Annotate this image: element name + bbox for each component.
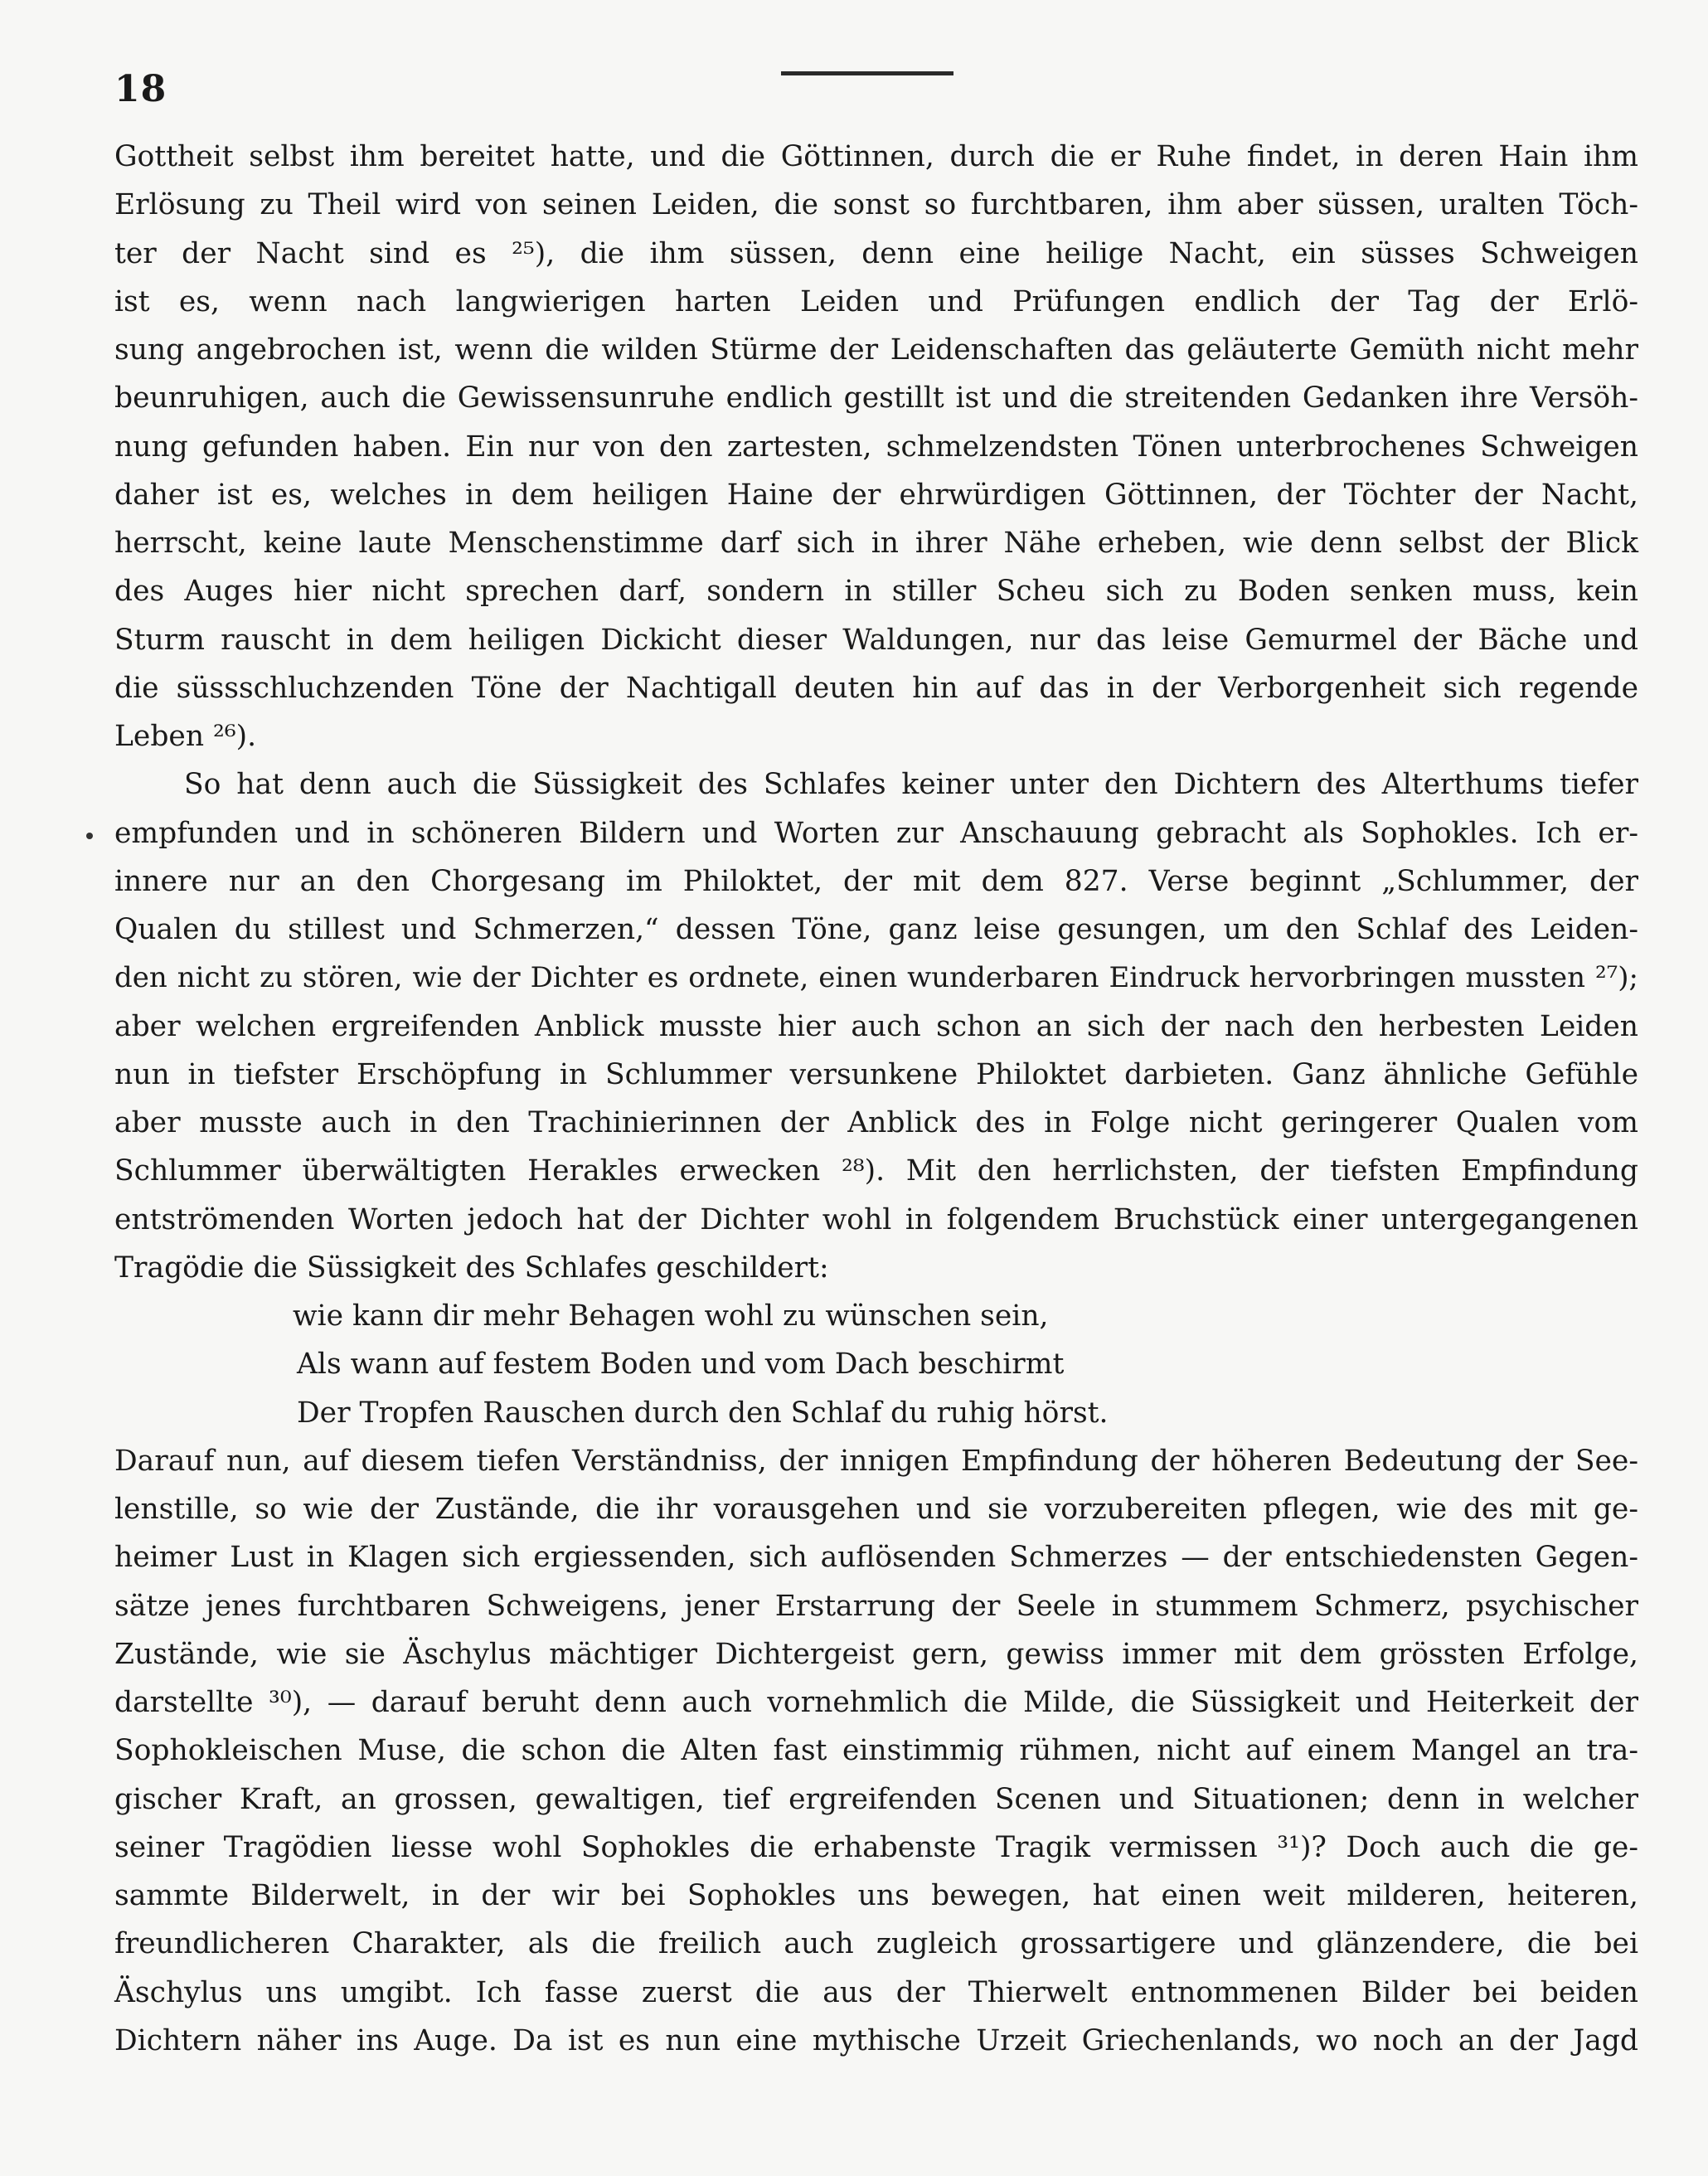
text-line: lenstille, so wie der Zustände, die ihr vorausgehen und sie vorzubereiten pflegen, wie des mit ge- xyxy=(114,1493,1638,1526)
text-line: ter der Nacht sind es ²⁵), die ihm süssen, denn eine heilige Nacht, ein süsses Schweigen xyxy=(114,236,1638,270)
text-line: Zustände, wie sie Äschylus mächtiger Dichtergeist gern, gewiss immer mit dem grössten Erfolge, xyxy=(114,1637,1638,1671)
verse-line: Der Tropfen Rauschen durch den Schlaf du ruhig hörst. xyxy=(297,1396,1109,1430)
text-line: aber musste auch in den Trachinierinnen der Anblick des in Folge nicht geringerer Qualen vom xyxy=(114,1106,1638,1139)
margin-mark xyxy=(86,833,93,839)
text-line: empfunden und in schöneren Bildern und Worten zur Anschauung gebracht als Sophokles. Ich er- xyxy=(114,816,1638,850)
text-line: Tragödie die Süssigkeit des Schlafes geschildert: xyxy=(114,1251,829,1285)
text-line: Erlösung zu Theil wird von seinen Leiden, die sonst so furchtbaren, ihm aber süssen, uralten Töch- xyxy=(114,188,1638,222)
text-line: gischer Kraft, an grossen, gewaltigen, tief ergreifenden Scenen und Situationen; denn in welcher xyxy=(114,1782,1638,1816)
page-number: 18 xyxy=(114,68,167,110)
text-line: sung angebrochen ist, wenn die wilden Stürme der Leidenschaften das geläuterte Gemüth nicht mehr xyxy=(114,333,1638,367)
text-line: heimer Lust in Klagen sich ergiessenden, sich auflösenden Schmerzes — der entschiedensten Gegen- xyxy=(114,1541,1638,1575)
text-line: Sturm rauscht in dem heiligen Dickicht dieser Waldungen, nur das leise Gemurmel der Bäche und xyxy=(114,623,1638,657)
header-rule xyxy=(781,71,953,75)
text-line: Leben ²⁶). xyxy=(114,720,257,753)
body-text xyxy=(114,133,1638,2065)
text-line: Schlummer überwältigten Herakles erwecken ²⁸). Mit den herrlichsten, der tiefsten Empfindung xyxy=(114,1154,1638,1188)
text-line: innere nur an den Chorgesang im Philoktet, der mit dem 827. Verse beginnt „Schlummer, der xyxy=(114,864,1638,898)
verse-line: wie kann dir mehr Behagen wohl zu wünschen sein, xyxy=(293,1299,1049,1333)
text-line: Äschylus uns umgibt. Ich fasse zuerst die aus der Thierwelt entnommenen Bilder bei beiden xyxy=(114,1975,1638,2009)
text-line: aber welchen ergreifenden Anblick musste hier auch schon an sich der nach den herbesten Leiden xyxy=(114,1009,1638,1043)
text-line: herrscht, keine laute Menschenstimme darf sich in ihrer Nähe erheben, wie denn selbst der Blick xyxy=(114,527,1638,560)
text-line: den nicht zu stören, wie der Dichter es ordnete, einen wunderbaren Eindruck hervorbringen mussten ²⁷); xyxy=(114,961,1638,995)
text-line: Dichtern näher ins Auge. Da ist es nun eine mythische Urzeit Griechenlands, wo noch an der Jagd xyxy=(114,2023,1638,2057)
text-line: Sophokleischen Muse, die schon die Alten fast einstimmig rühmen, nicht auf einem Mangel an tra- xyxy=(114,1734,1638,1768)
text-line: ist es, wenn nach langwierigen harten Leiden und Prüfungen endlich der Tag der Erlö- xyxy=(114,284,1638,318)
text-line: beunruhigen, auch die Gewissensunruhe endlich gestillt ist und die streitenden Gedanken ihre Versöh- xyxy=(114,381,1638,415)
text-line: darstellte ³⁰), — darauf beruht denn auch vornehmlich die Milde, die Süssigkeit und Heiterkeit der xyxy=(114,1686,1638,1719)
text-line: entströmenden Worten jedoch hat der Dichter wohl in folgendem Bruchstück einer untergegangenen xyxy=(114,1202,1638,1236)
text-line: Gottheit selbst ihm bereitet hatte, und die Göttinnen, durch die er Ruhe findet, in deren Hain ihm xyxy=(114,140,1638,173)
text-line: die süssschluchzenden Töne der Nachtigall deuten hin auf das in der Verborgenheit sich regende xyxy=(114,671,1638,705)
text-line: So hat denn auch die Süssigkeit des Schlafes keiner unter den Dichtern des Alterthums tiefer xyxy=(184,768,1638,802)
text-line: freundlicheren Charakter, als die freilich auch zugleich grossartigere und glänzendere, die bei xyxy=(114,1927,1638,1961)
text-line: seiner Tragödien liesse wohl Sophokles die erhabenste Tragik vermissen ³¹)? Doch auch die ge- xyxy=(114,1830,1638,1864)
text-line: sammte Bilderwelt, in der wir bei Sophokles uns bewegen, hat einen weit milderen, heiteren, xyxy=(114,1879,1638,1912)
text-line: Darauf nun, auf diesem tiefen Verständniss, der innigen Empfindung der höheren Bedeutung der See- xyxy=(114,1444,1638,1478)
text-line: nung gefunden haben. Ein nur von den zartesten, schmelzendsten Tönen unterbrochenes Schweigen xyxy=(114,430,1638,464)
text-line: Qualen du stillest und Schmerzen,“ dessen Töne, ganz leise gesungen, um den Schlaf des Leiden- xyxy=(114,913,1638,946)
text-line: nun in tiefster Erschöpfung in Schlummer versunkene Philoktet darbieten. Ganz ähnliche Gefühle xyxy=(114,1057,1638,1091)
text-line: des Auges hier nicht sprechen darf, sondern in stiller Scheu sich zu Boden senken muss, kein xyxy=(114,575,1638,609)
verse-line: Als wann auf festem Boden und vom Dach beschirmt xyxy=(297,1348,1065,1382)
text-line: sätze jenes furchtbaren Schweigens, jener Erstarrung der Seele in stummem Schmerz, psychischer xyxy=(114,1589,1638,1623)
text-line: daher ist es, welches in dem heiligen Haine der ehrwürdigen Göttinnen, der Töchter der Nacht, xyxy=(114,478,1638,512)
